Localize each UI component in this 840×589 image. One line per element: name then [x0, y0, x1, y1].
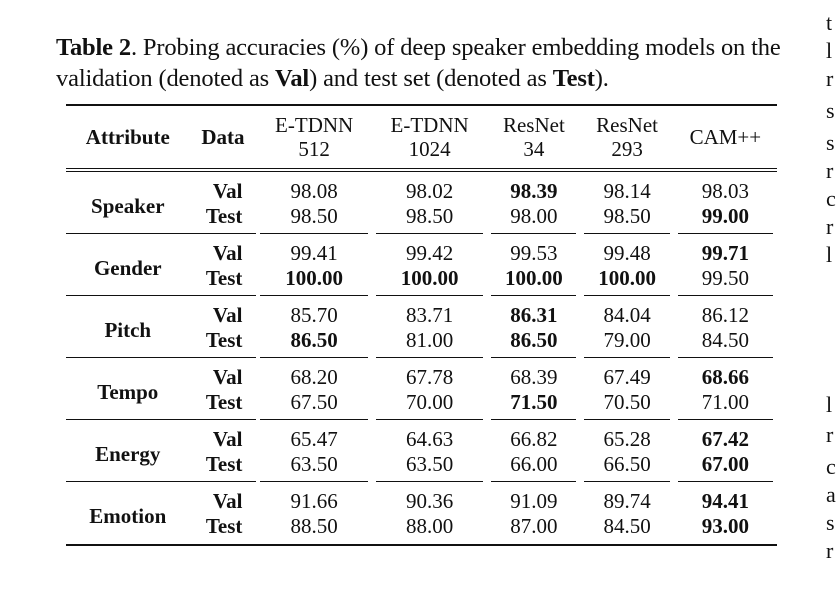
value-cell: 99.50: [674, 266, 777, 296]
value-cell: 90.36: [405, 489, 454, 513]
model-name: E-TDNN: [275, 113, 354, 137]
data-split-cell: Test: [190, 328, 257, 358]
value-cell: 93.00: [701, 514, 749, 538]
value-cell: 99.71: [701, 241, 749, 265]
value-cell: 98.03: [701, 179, 749, 203]
caption-text-2: ) and test set (denoted as: [309, 65, 553, 92]
value-cell: 89.74: [603, 489, 651, 513]
value-cell: 85.70: [290, 303, 338, 327]
value-cell: 98.50: [580, 204, 673, 234]
header-row: [66, 105, 777, 170]
adjacent-column-char: a: [826, 482, 836, 507]
value-cell: 63.50: [256, 452, 371, 482]
adjacent-column-char: r: [826, 538, 834, 563]
caption-val-word: Val: [275, 65, 310, 92]
value-cell: 98.50: [372, 204, 487, 234]
value-cell: 71.00: [674, 390, 777, 420]
value-cell: 100.00: [372, 266, 487, 296]
header-model: [372, 105, 487, 170]
value-cell: 98.00: [487, 204, 580, 234]
model-size: 34: [523, 137, 545, 161]
header-model: [674, 105, 777, 170]
value-cell: 70.50: [580, 390, 673, 420]
data-split-cell: Val: [212, 365, 243, 389]
data-split-cell: Val: [212, 303, 243, 327]
value-cell: 67.50: [256, 390, 371, 420]
value-cell: 94.41: [701, 489, 749, 513]
value-cell: 91.66: [290, 489, 338, 513]
adjacent-column-char: r: [826, 158, 834, 183]
value-cell: 68.20: [290, 365, 338, 389]
value-cell: 100.00: [580, 266, 673, 296]
value-cell: 68.66: [701, 365, 749, 389]
attribute-cell: Gender: [66, 234, 190, 296]
adjacent-column-char: l: [826, 242, 833, 267]
header-model: [256, 105, 371, 170]
value-cell: 71.50: [487, 390, 580, 420]
value-cell: 86.50: [487, 328, 580, 358]
caption-text-1: . Probing accuracies (%) of deep speaker embedding models on the validation (denoted as: [56, 34, 781, 92]
data-split-cell: Val: [212, 489, 243, 513]
model-name: ResNet: [596, 113, 658, 137]
model-size: 1024: [408, 137, 451, 161]
value-cell: 67.49: [603, 365, 651, 389]
value-cell: 67.00: [674, 452, 777, 482]
table-row: [66, 296, 777, 328]
header-model: [487, 105, 580, 170]
caption-label: Table 2: [56, 34, 131, 61]
model-size: 512: [298, 137, 330, 161]
data-split-cell: Val: [212, 241, 243, 265]
model-size: 293: [611, 137, 643, 161]
value-cell: 86.12: [701, 303, 749, 327]
table-row: [66, 482, 777, 514]
value-cell: 98.39: [510, 179, 558, 203]
caption-test-word: Test: [552, 65, 595, 92]
value-cell: 99.53: [510, 241, 558, 265]
adjacent-column-char: c: [826, 454, 836, 479]
table-row: [66, 234, 777, 266]
data-split-cell: Test: [190, 204, 257, 234]
value-cell: 84.04: [603, 303, 651, 327]
adjacent-column-char: r: [826, 422, 834, 447]
value-cell: 91.09: [510, 489, 558, 513]
adjacent-column-char: l: [826, 38, 833, 63]
value-cell: 99.42: [405, 241, 454, 265]
table-caption: [56, 32, 796, 94]
value-cell: 67.78: [405, 365, 454, 389]
adjacent-column-char: c: [826, 186, 836, 211]
data-split-cell: Test: [190, 390, 257, 420]
probing-accuracy-table: [66, 104, 777, 546]
adjacent-column-char: s: [826, 510, 835, 535]
value-cell: 84.50: [603, 514, 651, 538]
value-cell: 87.00: [510, 514, 558, 538]
adjacent-column-char: r: [826, 214, 834, 239]
attribute-cell: Energy: [66, 420, 190, 482]
value-cell: 86.31: [510, 303, 558, 327]
table-body: [66, 170, 777, 545]
value-cell: 86.50: [256, 328, 371, 358]
value-cell: 63.50: [372, 452, 487, 482]
attribute-cell: Speaker: [66, 170, 190, 234]
table-row: [66, 420, 777, 452]
value-cell: 99.41: [290, 241, 338, 265]
adjacent-column-text: [826, 0, 840, 589]
value-cell: 83.71: [405, 303, 454, 327]
value-cell: 66.50: [580, 452, 673, 482]
table-row: [66, 170, 777, 204]
value-cell: 68.39: [510, 365, 558, 389]
header-data: Data: [201, 125, 245, 149]
value-cell: 70.00: [372, 390, 487, 420]
data-split-cell: Test: [205, 514, 243, 538]
value-cell: 84.50: [674, 328, 777, 358]
value-cell: 99.48: [603, 241, 651, 265]
value-cell: 98.02: [405, 179, 454, 203]
attribute-cell: Tempo: [66, 358, 190, 420]
attribute-cell: Emotion: [89, 504, 167, 528]
table-row: [66, 358, 777, 390]
value-cell: 81.00: [372, 328, 487, 358]
value-cell: 79.00: [580, 328, 673, 358]
header-attribute: Attribute: [85, 125, 170, 149]
header-model: [580, 105, 673, 170]
value-cell: 99.00: [674, 204, 777, 234]
value-cell: 65.28: [603, 427, 651, 451]
adjacent-column-char: s: [826, 98, 835, 123]
caption-text-3: ).: [594, 65, 609, 92]
value-cell: 66.00: [487, 452, 580, 482]
value-cell: 98.50: [256, 204, 371, 234]
value-cell: 98.08: [290, 179, 338, 203]
value-cell: 88.50: [290, 514, 338, 538]
model-name: CAM++: [689, 125, 762, 149]
value-cell: 64.63: [405, 427, 454, 451]
adjacent-column-char: r: [826, 66, 834, 91]
data-split-cell: Test: [190, 266, 257, 296]
adjacent-column-char: t: [826, 10, 833, 35]
attribute-cell: Pitch: [66, 296, 190, 358]
model-name: ResNet: [502, 113, 565, 137]
data-split-cell: Test: [190, 452, 257, 482]
value-cell: 67.42: [701, 427, 749, 451]
value-cell: 100.00: [256, 266, 371, 296]
value-cell: 100.00: [487, 266, 580, 296]
data-split-cell: Val: [212, 179, 243, 203]
value-cell: 66.82: [510, 427, 558, 451]
adjacent-column-char: s: [826, 130, 835, 155]
value-cell: 65.47: [290, 427, 338, 451]
data-split-cell: Val: [212, 427, 243, 451]
value-cell: 98.14: [603, 179, 651, 203]
adjacent-column-char: l: [826, 392, 833, 417]
value-cell: 88.00: [405, 514, 454, 538]
model-name: E-TDNN: [390, 113, 469, 137]
